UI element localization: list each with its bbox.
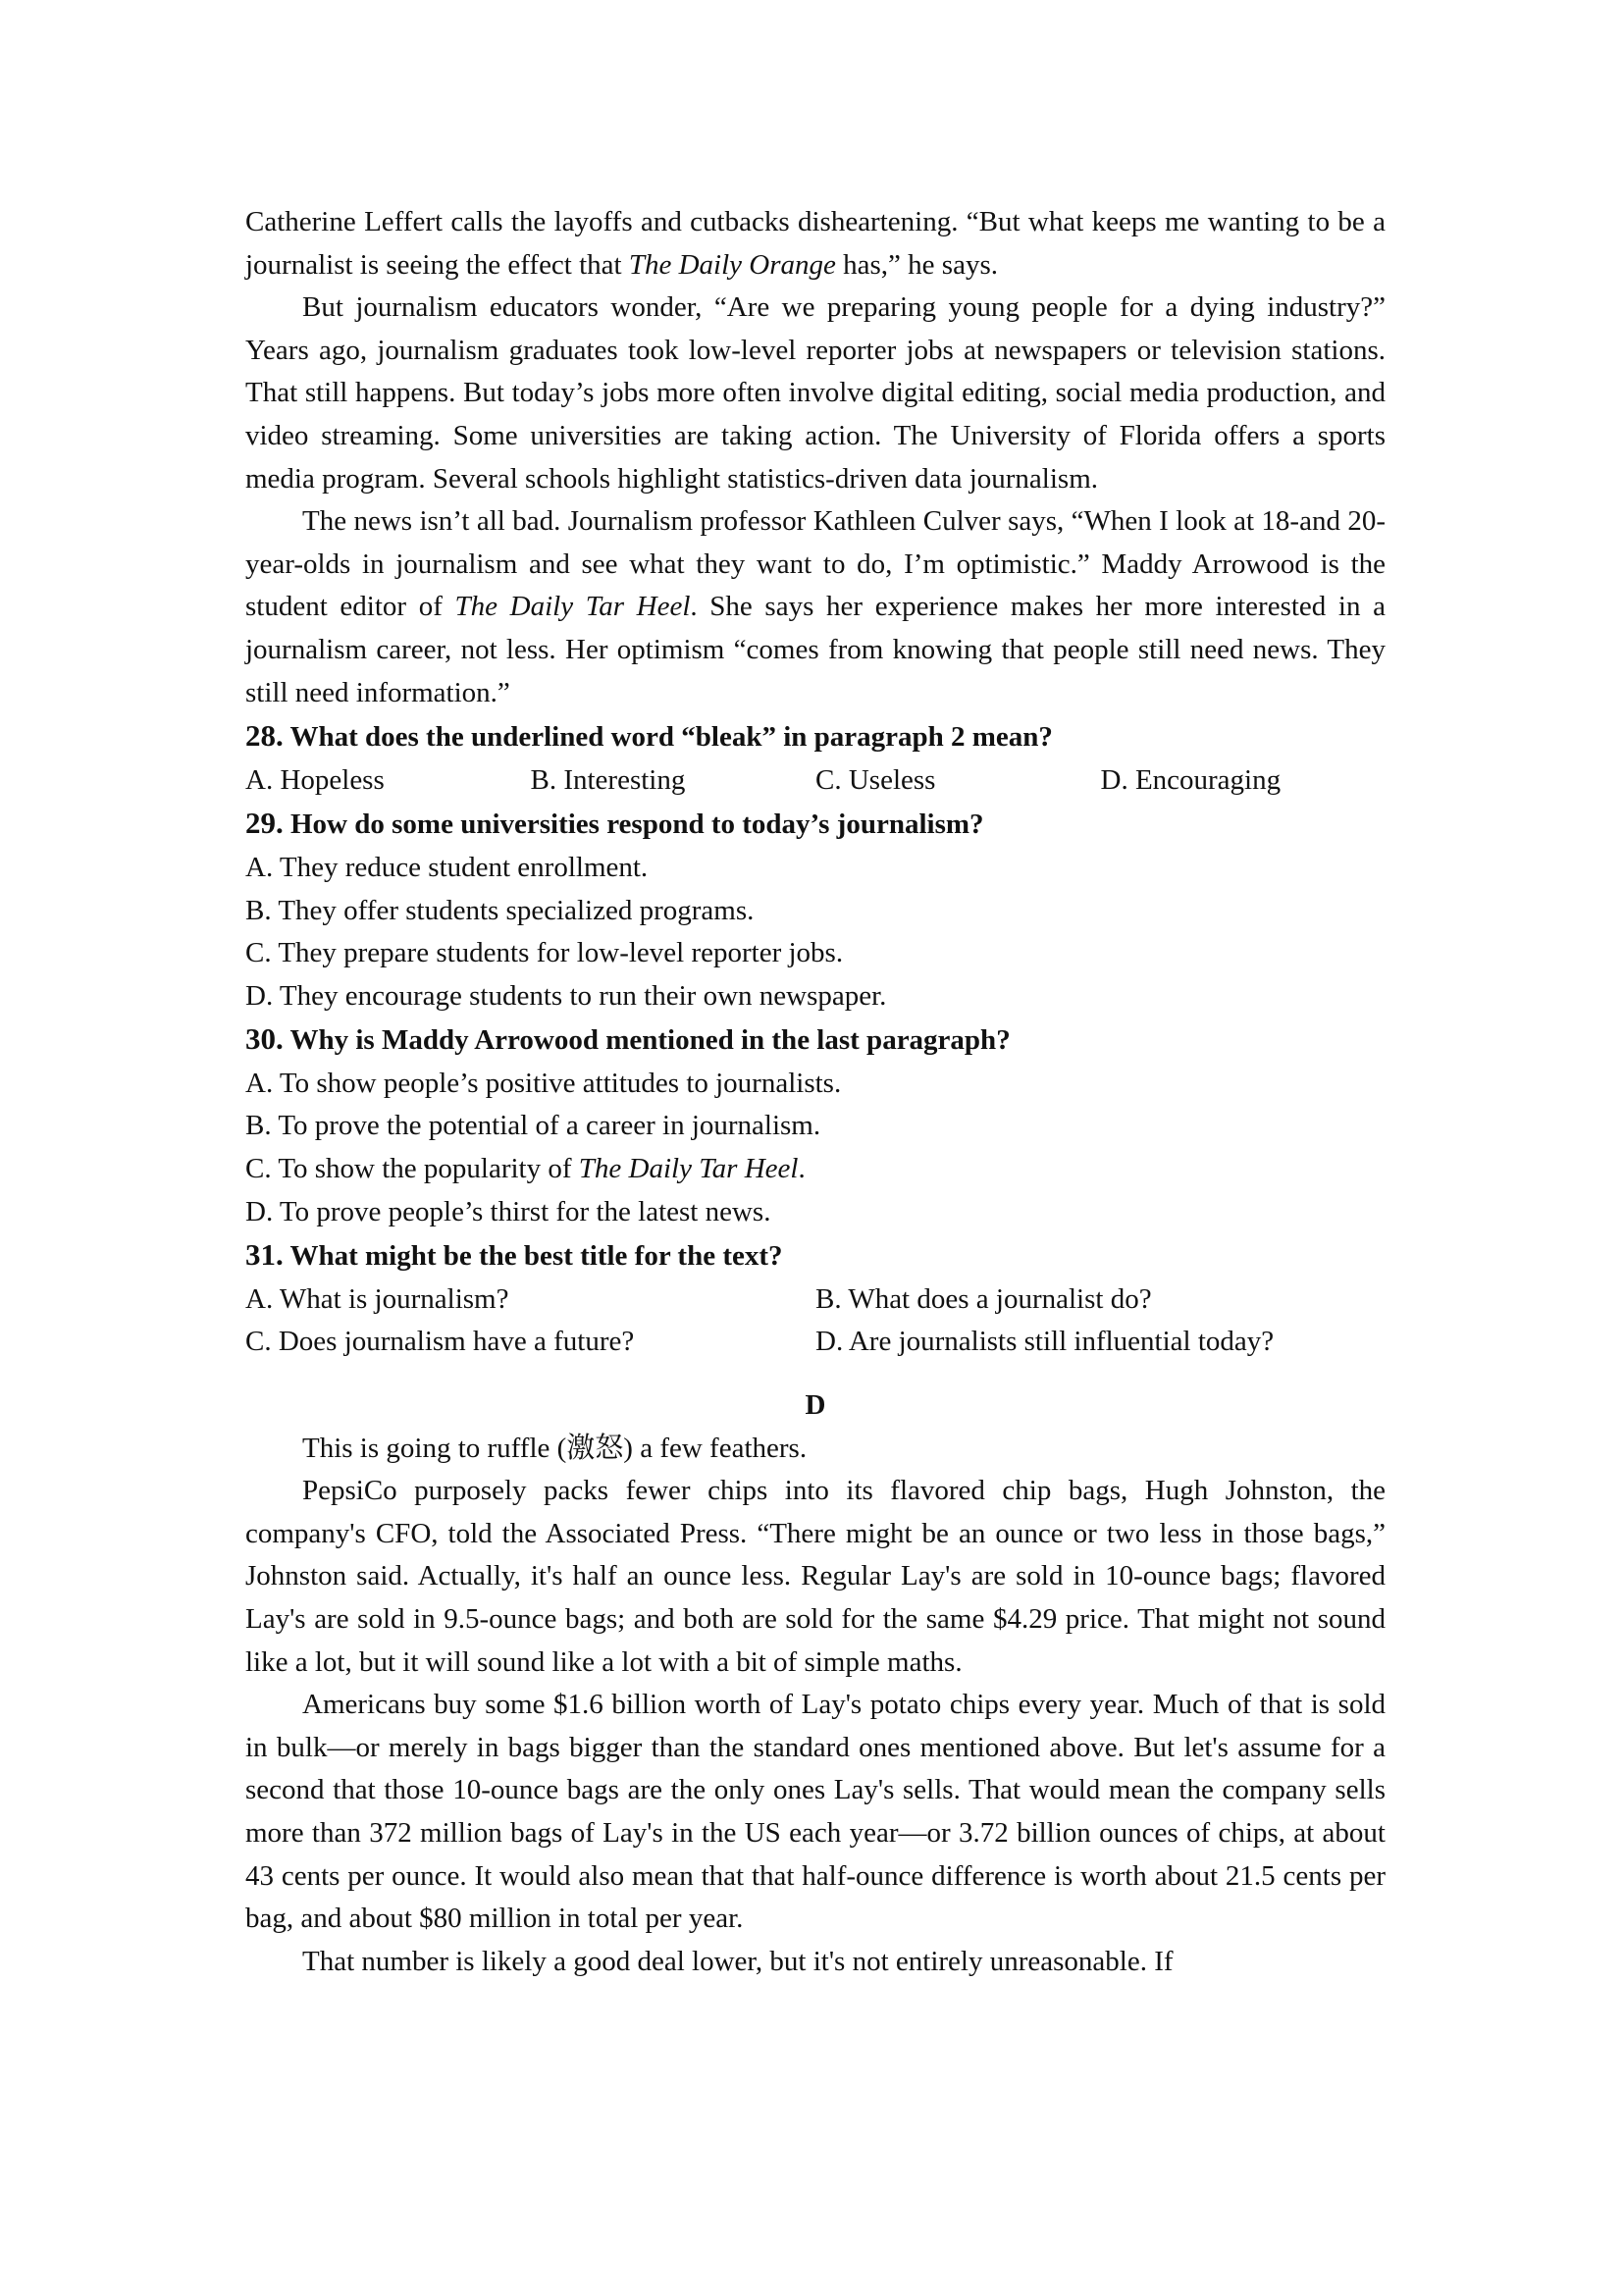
option-text: .	[798, 1153, 806, 1185]
question-text: What does the underlined word “bleak” in paragraph 2 mean?	[289, 721, 1053, 754]
option-d: D. Encouraging	[1100, 763, 1282, 796]
section-heading: D	[805, 1389, 826, 1422]
passage-c-paragraph-2: But journalism educators wonder, “Are we preparing young people for a dying industry?” Years ago, journalism graduates took low-level reporter jobs at newspapers or television stations. That still happens. But today’s jobs more often involve digital editing, social media production, and video streaming. Some universities are taking action. The University of Florida offers a sports media program. Several schools highlight statistics-driven data journalism.	[245, 291, 1386, 495]
option-c: C. Useless	[815, 763, 936, 796]
newspaper-title: The Daily Tar Heel	[454, 591, 691, 623]
question-text: How do some universities respond to today’s journalism?	[290, 809, 984, 841]
option-d: D. They encourage students to run their own newspaper.	[245, 979, 887, 1012]
option-d: D. Are journalists still influential today?	[815, 1326, 1275, 1358]
option-a: A. What is journalism?	[245, 1282, 509, 1315]
question-text: What might be the best title for the text?	[289, 1240, 783, 1273]
question-number: 31.	[245, 1237, 284, 1273]
question-28-options	[245, 759, 1386, 803]
option-d: D. To prove people’s thirst for the latest news.	[245, 1195, 771, 1227]
option-b: B. What does a journalist do?	[815, 1282, 1152, 1315]
passage-d-paragraph-2: PepsiCo purposely packs fewer chips into its flavored chip bags, Hugh Johnston, the company's CFO, told the Associated Press. “There might be an ounce or two less in those bags,” Johnston said. Actually, it's half an ounce less. Regular Lay's are sold in 10-ounce bags; flavored Lay's are sold in 9.5-ounce bags; and both are sold for the same $4.29 price. That might not sound like a lot, but it will sound like a lot with a bit of simple maths.	[245, 1475, 1386, 1678]
question-29	[245, 802, 1386, 847]
question-text: Why is Maddy Arrowood mentioned in the last paragraph?	[289, 1024, 1011, 1057]
option-a: A. Hopeless	[245, 763, 385, 796]
option-c: C. They prepare students for low-level reporter jobs.	[245, 937, 844, 969]
question-number: 29.	[245, 806, 284, 841]
paragraph-text: . She says her experience makes her more interested in a journalism career, not less. Her optimism “comes from knowing that people still need news. They still need information.”	[245, 591, 1386, 708]
newspaper-title: The Daily Tar Heel	[578, 1153, 799, 1185]
paragraph-text: The news isn’t all bad. Journalism professor Kathleen Culver says, “When I look at 18-and 20-year-olds in journalism and see what they want to do, I’m optimistic.” Maddy Arrowood is the student editor of	[245, 505, 1386, 623]
question-number: 30.	[245, 1021, 284, 1057]
question-31	[245, 1233, 1386, 1278]
document-page	[245, 201, 1386, 1983]
passage-d-paragraph-1: This is going to ruffle (激怒) a few feathers.	[302, 1432, 808, 1464]
option-c: C. Does journalism have a future?	[245, 1326, 635, 1358]
newspaper-title: The Daily Orange	[628, 248, 836, 281]
option-a: A. They reduce student enrollment.	[245, 851, 649, 883]
passage-d-paragraph-3: Americans buy some $1.6 billion worth of Lay's potato chips every year. Much of that is sold in bulk—or merely in bags bigger than the standard ones mentioned above. But let's assume for a second that those 10-ounce bags are the only ones Lay's sells. That would mean the company sells more than 372 million bags of Lay's in the US each year—or 3.72 billion ounces of chips, at about 43 cents per ounce. It would also mean that that half-ounce difference is worth about 21.5 cents per bag, and about $80 million in total per year.	[245, 1689, 1386, 1935]
question-31-options-row-2	[245, 1321, 1386, 1364]
option-b: B. Interesting	[530, 763, 686, 796]
option-text: C. To show the popularity of	[245, 1153, 579, 1185]
option-a: A. To show people’s positive attitudes to journalists.	[245, 1067, 842, 1099]
passage-c-paragraph-1	[245, 201, 1386, 287]
paragraph-text: has,” he says.	[835, 248, 998, 281]
paragraph-text: Catherine Leffert calls the layoffs and cutbacks disheartening. “But what keeps me wanting to be a journalist is seeing the effect that	[245, 206, 1386, 281]
question-28	[245, 714, 1386, 759]
passage-c-paragraph-3	[245, 500, 1386, 714]
question-31-options-row-1	[245, 1278, 1386, 1322]
passage-d-paragraph-4: That number is likely a good deal lower, but it's not entirely unreasonable. If	[302, 1945, 1174, 1977]
option-b: B. To prove the potential of a career in journalism.	[245, 1110, 821, 1142]
question-number: 28.	[245, 718, 284, 754]
option-c	[245, 1148, 1386, 1191]
question-30	[245, 1018, 1386, 1063]
option-b: B. They offer students specialized programs.	[245, 894, 755, 926]
